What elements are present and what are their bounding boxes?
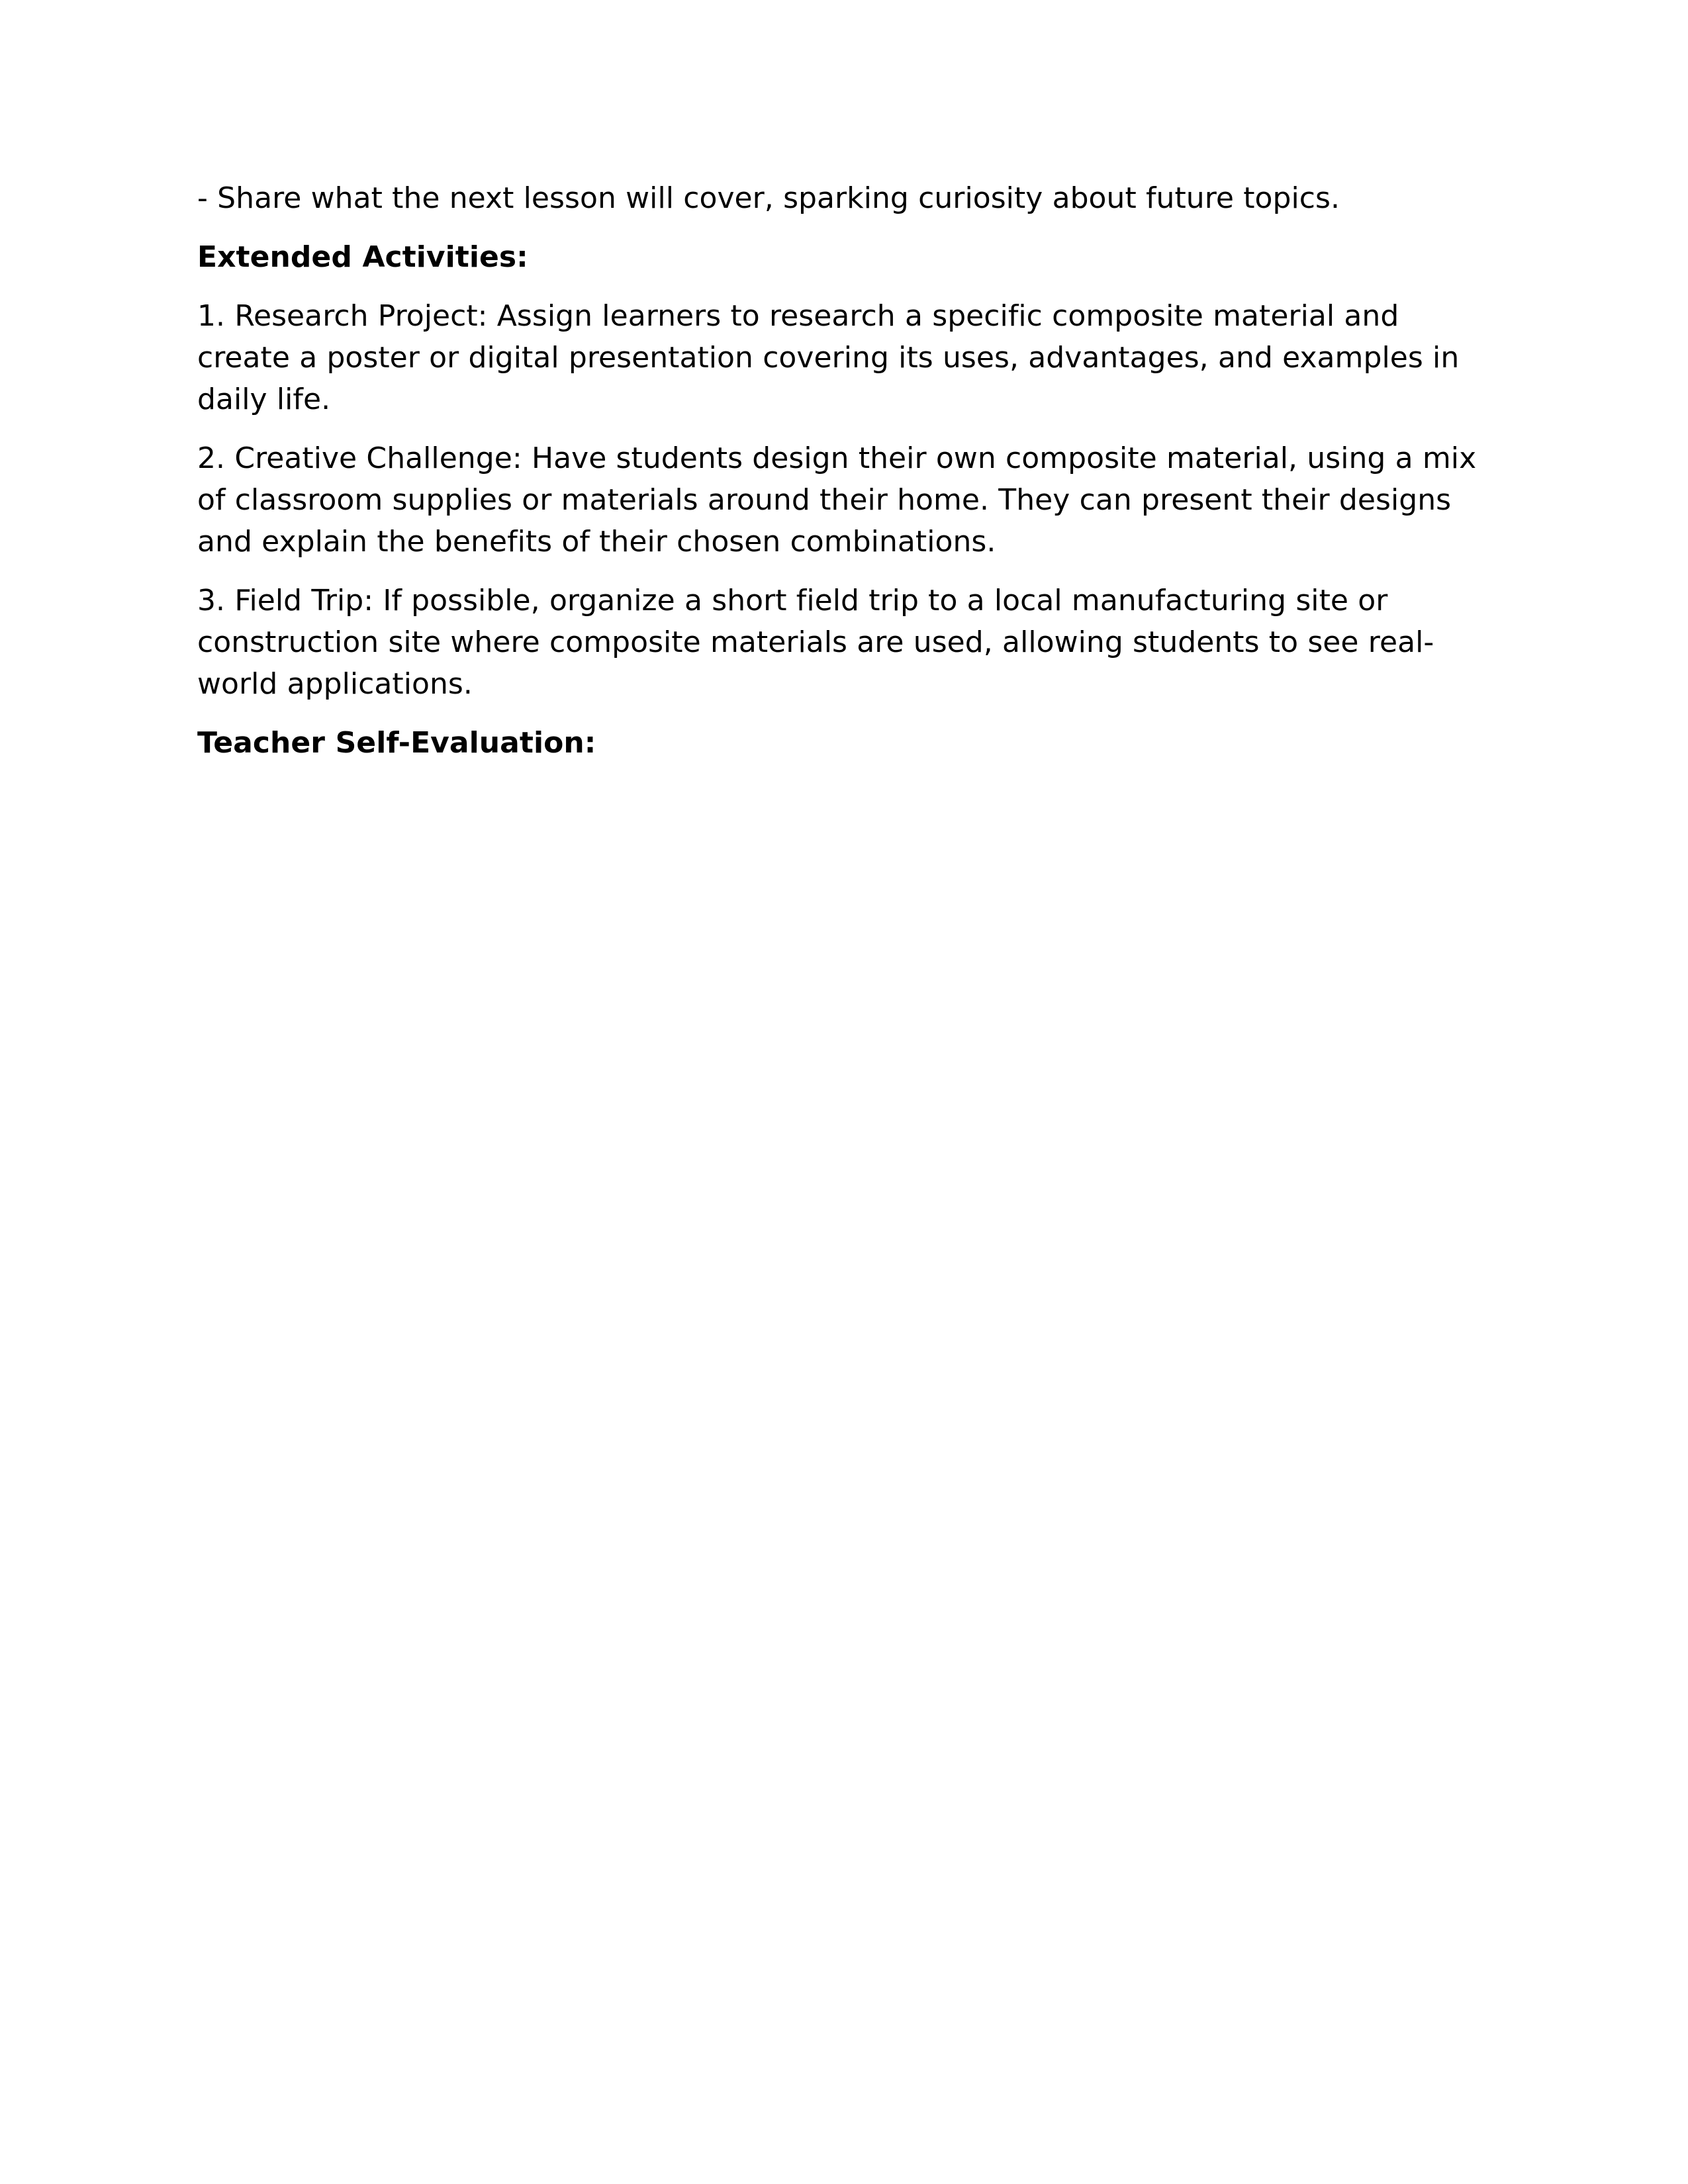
- activity-3-field-trip-paragraph: 3. Field Trip: If possible, organize a short field trip to a local manufacturing site or construction site where composite materials are used, allowing students to see real-world applications.: [197, 584, 1434, 701]
- extended-activities-heading: Extended Activities:: [197, 240, 528, 274]
- teacher-self-evaluation-heading: Teacher Self-Evaluation:: [197, 726, 596, 760]
- activity-2-creative-challenge-paragraph: 2. Creative Challenge: Have students design their own composite material, using a mix of classroom supplies or materials around their home. They can present their designs and explain the benefits of their chosen combinations.: [197, 441, 1477, 559]
- document-body: [197, 177, 1491, 764]
- activity-1-research-project-paragraph: 1. Research Project: Assign learners to research a specific composite material and create a poster or digital presentation covering its uses, advantages, and examples in daily life.: [197, 299, 1460, 416]
- closing-note-paragraph: - Share what the next lesson will cover, sparking curiosity about future topics.: [197, 181, 1340, 215]
